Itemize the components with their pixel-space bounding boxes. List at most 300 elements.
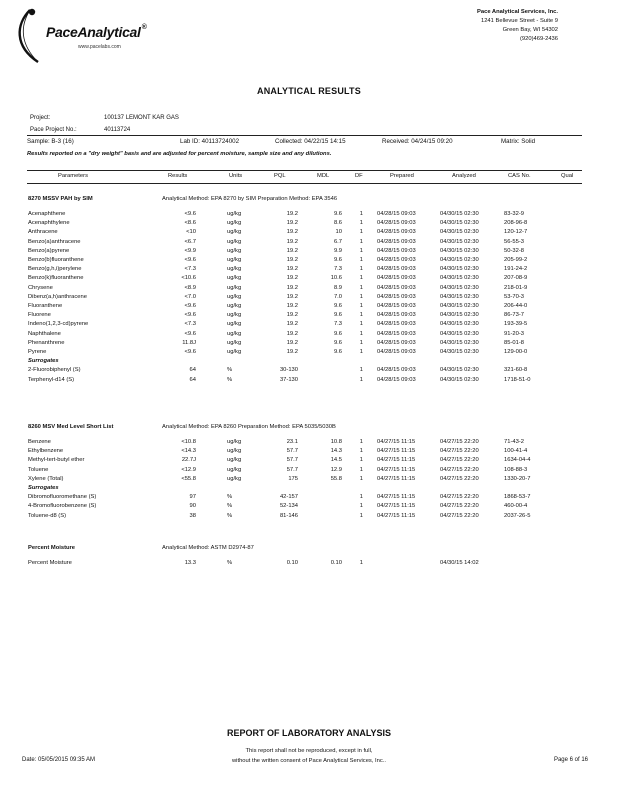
- table-row: [0, 257, 618, 266]
- cell-prepared: 04/28/15 09:03: [377, 220, 416, 227]
- table-row: [0, 448, 618, 457]
- cell-mdl: 10.6: [330, 275, 342, 282]
- page-number: Page 6 of 16: [553, 757, 588, 763]
- cell-pql: 19.2: [286, 312, 298, 319]
- cell-cas: 1718-51-0: [504, 376, 531, 383]
- cell-analyzed: 04/30/15 02:30: [440, 275, 479, 282]
- cell-cas: 86-73-7: [504, 312, 524, 319]
- cell-cas: 100-41-4: [504, 448, 528, 455]
- collected-date: Collected: 04/22/15 14:15: [275, 138, 346, 145]
- cell-name: Ethylbenzene: [28, 448, 64, 455]
- col-mdl: MDL: [317, 173, 330, 179]
- cell-name: Dibromofluoromethane (S): [28, 494, 97, 501]
- cell-cas: 191-24-2: [504, 266, 528, 273]
- col-analyzed: Analyzed: [452, 173, 476, 179]
- dry-weight-note: Results reported on a "dry weight" basis and are adjusted for percent moisture, sample size and any dilutions.: [27, 151, 332, 157]
- cell-df: 1: [359, 312, 363, 319]
- cell-units: ug/kg: [227, 257, 242, 263]
- project-info: [30, 112, 179, 136]
- cell-df: 1: [359, 229, 363, 236]
- table-row: [0, 229, 618, 238]
- cell-units: %: [227, 512, 233, 519]
- col-pql: PQL: [274, 173, 286, 179]
- cell-name: Toluene: [28, 466, 49, 473]
- cell-name: Xylene (Total): [28, 475, 64, 482]
- cell-mdl: 9.6: [333, 303, 342, 309]
- cell-analyzed: 04/30/15 02:30: [440, 312, 479, 319]
- cell-result: <9.6: [184, 349, 196, 355]
- cell-units: ug/kg: [227, 349, 242, 355]
- cell-cas: 83-32-9: [504, 211, 524, 217]
- cell-df: 1: [359, 293, 363, 300]
- table-row: [0, 340, 618, 349]
- table-row: [0, 377, 618, 386]
- cell-prepared: 04/27/15 11:15: [377, 512, 416, 519]
- section-method: Analytical Method: ASTM D2974-87: [162, 545, 254, 551]
- cell-mdl: 9.6: [333, 330, 342, 337]
- cell-analyzed: 04/30/15 02:30: [440, 247, 479, 254]
- cell-df: 1: [359, 257, 363, 263]
- cell-prepared: 04/28/15 09:03: [377, 211, 416, 217]
- cell-result: 13.3: [184, 560, 196, 566]
- project-label: Project:: [30, 115, 51, 121]
- cell-prepared: 04/27/15 11:15: [377, 457, 416, 464]
- divider: [27, 135, 582, 136]
- table-row: [0, 560, 618, 569]
- cell-df: 1: [359, 503, 363, 510]
- cell-df: 1: [359, 220, 363, 227]
- cell-units: ug/kg: [227, 220, 242, 227]
- cell-cas: 71-43-2: [504, 439, 524, 445]
- cell-analyzed: 04/30/15 02:30: [440, 284, 479, 291]
- cell-prepared: 04/28/15 09:03: [377, 312, 416, 319]
- col-results: Results: [168, 173, 188, 179]
- cell-pql: 19.2: [286, 293, 298, 300]
- cell-prepared: 04/28/15 09:03: [377, 303, 416, 309]
- cell-pql: 19.2: [286, 238, 298, 245]
- cell-analyzed: 04/30/15 02:30: [440, 376, 479, 383]
- table-row: [0, 220, 618, 229]
- table-row: [0, 331, 618, 340]
- cell-result: <14.3: [181, 448, 196, 455]
- project-value: 100137 LEMONT KAR GAS: [104, 115, 179, 121]
- cell-pql: 175: [288, 475, 298, 482]
- cell-result: <7.3: [184, 321, 196, 328]
- table-row: [0, 513, 618, 522]
- cell-units: %: [227, 560, 233, 566]
- matrix: Matrix: Solid: [501, 138, 536, 145]
- cell-mdl: 55.8: [330, 475, 342, 482]
- section-header: [0, 424, 618, 433]
- footer-title: REPORT OF LABORATORY ANALYSIS: [226, 728, 392, 738]
- cell-name: Benzo(g,h,i)perylene: [28, 266, 82, 273]
- cell-name: Benzo(a)anthracene: [28, 238, 81, 245]
- cell-pql: 19.2: [286, 275, 298, 282]
- cell-cas: 50-32-8: [504, 247, 524, 254]
- cell-cas: 218-01-9: [504, 284, 528, 291]
- cell-prepared: 04/28/15 09:03: [377, 275, 416, 282]
- cell-name: Surrogates: [28, 358, 59, 365]
- table-row: [0, 439, 618, 448]
- cell-df: 1: [359, 466, 363, 473]
- cell-pql: 0.10: [286, 560, 298, 566]
- cell-units: ug/kg: [227, 312, 242, 319]
- cell-units: ug/kg: [227, 439, 242, 445]
- pace-project-value: 40113724: [104, 127, 131, 133]
- cell-units: ug/kg: [227, 266, 242, 273]
- cell-prepared: 04/27/15 11:15: [377, 475, 416, 482]
- table-row: [0, 211, 618, 220]
- cell-pql: 30-130: [279, 367, 298, 374]
- cell-prepared: 04/27/15 11:15: [377, 466, 416, 473]
- table-row: [0, 285, 618, 294]
- cell-prepared: 04/28/15 09:03: [377, 321, 416, 328]
- cell-units: ug/kg: [227, 238, 242, 245]
- cell-analyzed: 04/30/15 02:30: [440, 220, 479, 227]
- cell-pql: 19.2: [286, 303, 298, 309]
- footer-note-line-2: without the written consent of Pace Analytical Services, Inc..: [231, 758, 387, 764]
- section-header: [0, 196, 618, 205]
- cell-pql: 42-157: [279, 494, 298, 501]
- cell-name: Acenaphthene: [28, 211, 66, 217]
- pace-project-label: Pace Project No.:: [30, 127, 77, 133]
- cell-cas: 85-01-8: [504, 339, 524, 346]
- cell-units: ug/kg: [227, 303, 242, 309]
- cell-cas: 193-39-5: [504, 321, 528, 328]
- cell-prepared: 04/28/15 09:03: [377, 247, 416, 254]
- cell-units: ug/kg: [227, 211, 242, 217]
- cell-cas: 91-20-3: [504, 330, 524, 337]
- cell-name: Benzo(a)pyrene: [28, 247, 70, 254]
- cell-mdl: 9.6: [333, 349, 342, 355]
- cell-mdl: 9.6: [333, 312, 342, 319]
- col-cas: CAS No.: [508, 173, 531, 179]
- cell-df: 1: [359, 448, 363, 455]
- cell-df: 1: [359, 330, 363, 337]
- cell-prepared: 04/28/15 09:03: [377, 376, 416, 383]
- divider: [27, 170, 582, 171]
- cell-mdl: 14.5: [330, 457, 342, 464]
- cell-units: ug/kg: [227, 229, 242, 236]
- cell-units: ug/kg: [227, 321, 242, 328]
- cell-cas: 1868-53-7: [504, 494, 531, 501]
- cell-result: <9.6: [184, 312, 196, 319]
- cell-df: 1: [359, 439, 363, 445]
- cell-analyzed: 04/30/15 14:02: [440, 560, 479, 566]
- cell-result: <12.9: [181, 466, 196, 473]
- cell-pql: 52-134: [279, 503, 298, 510]
- cell-cas: 53-70-3: [504, 293, 524, 300]
- cell-result: 64: [189, 376, 196, 383]
- company-phone: (920)469-2436: [519, 36, 558, 42]
- cell-df: 1: [359, 211, 363, 217]
- cell-result: 97: [189, 494, 196, 501]
- cell-name: Phenanthrene: [28, 339, 65, 346]
- cell-mdl: 9.9: [333, 247, 342, 254]
- cell-name: 2-Fluorobiphenyl (S): [28, 367, 81, 374]
- cell-units: ug/kg: [227, 275, 242, 282]
- cell-pql: 57.7: [286, 448, 298, 455]
- cell-df: 1: [359, 457, 363, 464]
- company-address-block: [477, 8, 558, 44]
- table-row: [0, 476, 618, 485]
- cell-result: <7.0: [184, 293, 196, 300]
- section-method: Analytical Method: EPA 8270 by SIM Preparation Method: EPA 3546: [162, 196, 338, 202]
- lab-id: Lab ID: 40113724002: [180, 138, 240, 145]
- cell-units: ug/kg: [227, 339, 242, 346]
- cell-mdl: 7.3: [333, 266, 342, 273]
- cell-mdl: 14.3: [330, 448, 342, 455]
- cell-name: Indeno(1,2,3-cd)pyrene: [28, 321, 89, 328]
- cell-prepared: 04/28/15 09:03: [377, 349, 416, 355]
- cell-pql: 19.2: [286, 339, 298, 346]
- cell-analyzed: 04/30/15 02:30: [440, 211, 479, 217]
- cell-prepared: 04/28/15 09:03: [377, 238, 416, 245]
- cell-pql: 81-146: [279, 512, 298, 519]
- cell-result: <6.7: [184, 238, 196, 245]
- cell-prepared: 04/28/15 09:03: [377, 229, 416, 236]
- cell-analyzed: 04/30/15 02:30: [440, 303, 479, 309]
- cell-name: Benzo(k)fluoranthene: [28, 275, 84, 282]
- cell-units: ug/kg: [227, 247, 242, 254]
- cell-cas: 108-88-3: [504, 466, 528, 473]
- cell-units: ug/kg: [227, 475, 242, 482]
- cell-result: <10.8: [181, 439, 196, 445]
- cell-result: <55.8: [181, 475, 196, 482]
- cell-df: 1: [359, 475, 363, 482]
- cell-mdl: 9.6: [333, 257, 342, 263]
- cell-cas: 56-55-3: [504, 238, 524, 245]
- cell-name: Surrogates: [28, 485, 59, 491]
- cell-analyzed: 04/27/15 22:20: [440, 494, 479, 501]
- cell-mdl: 6.7: [333, 238, 342, 245]
- cell-pql: 57.7: [286, 466, 298, 473]
- col-units: Units: [229, 173, 243, 179]
- surrogates-label-row: [0, 485, 618, 494]
- cell-df: 1: [359, 349, 363, 355]
- cell-name: Acenaphthylene: [28, 220, 70, 227]
- cell-df: 1: [359, 376, 363, 383]
- cell-analyzed: 04/30/15 02:30: [440, 349, 479, 355]
- cell-result: <9.6: [184, 303, 196, 309]
- cell-df: 1: [359, 266, 363, 273]
- cell-prepared: 04/27/15 11:15: [377, 494, 416, 501]
- cell-df: 1: [359, 560, 363, 566]
- page-title: ANALYTICAL RESULTS: [257, 86, 361, 96]
- company-address-line-2: Green Bay, WI 54302: [502, 27, 558, 33]
- col-qual: Qual: [561, 173, 574, 179]
- table-row: [0, 467, 618, 476]
- cell-mdl: 7.0: [333, 293, 342, 300]
- cell-result: <10.6: [181, 275, 196, 282]
- cell-df: 1: [359, 339, 363, 346]
- cell-result: <7.3: [184, 266, 196, 273]
- cell-pql: 19.2: [286, 321, 298, 328]
- cell-name: Fluorene: [28, 312, 51, 319]
- cell-name: Benzo(b)fluoranthene: [28, 257, 84, 263]
- cell-prepared: 04/28/15 09:03: [377, 257, 416, 263]
- cell-df: 1: [359, 303, 363, 309]
- cell-analyzed: 04/30/15 02:30: [440, 339, 479, 346]
- table-row: [0, 349, 618, 358]
- cell-pql: 37-130: [279, 376, 298, 383]
- table-row: [0, 503, 618, 512]
- cell-mdl: 8.6: [333, 220, 342, 227]
- cell-analyzed: 04/30/15 02:30: [440, 238, 479, 245]
- cell-name: 4-Bromofluorobenzene (S): [28, 503, 97, 510]
- cell-mdl: 7.3: [333, 321, 342, 328]
- report-date: Date: 05/05/2015 09:35 AM: [22, 757, 96, 763]
- cell-analyzed: 04/30/15 02:30: [440, 321, 479, 328]
- cell-analyzed: 04/27/15 22:20: [440, 439, 479, 445]
- section-name: 8270 MSSV PAH by SIM: [28, 196, 93, 202]
- cell-analyzed: 04/30/15 02:30: [440, 293, 479, 300]
- table-row: [0, 266, 618, 275]
- sample-id: Sample: B-3 (16): [27, 138, 74, 145]
- cell-cas: 120-12-7: [504, 229, 528, 236]
- cell-analyzed: 04/27/15 22:20: [440, 475, 479, 482]
- cell-mdl: 9.6: [333, 211, 342, 217]
- section-method: Analytical Method: EPA 8260 Preparation Method: EPA 5035/5030B: [162, 424, 336, 430]
- cell-prepared: 04/27/15 11:15: [377, 439, 416, 445]
- cell-prepared: 04/28/15 09:03: [377, 293, 416, 300]
- cell-result: <9.6: [184, 330, 196, 337]
- company-name: Pace Analytical Services, Inc.: [477, 9, 558, 15]
- table-row: [0, 239, 618, 248]
- cell-df: 1: [359, 512, 363, 519]
- surrogates-label-row: [0, 358, 618, 367]
- cell-name: Benzene: [28, 439, 51, 445]
- cell-prepared: 04/27/15 11:15: [377, 503, 416, 510]
- cell-analyzed: 04/27/15 22:20: [440, 466, 479, 473]
- cell-mdl: 10.8: [330, 439, 342, 445]
- table-row: [0, 494, 618, 503]
- cell-pql: 19.2: [286, 349, 298, 355]
- cell-units: ug/kg: [227, 284, 242, 291]
- cell-name: Fluoranthene: [28, 303, 63, 309]
- section-header: [0, 545, 618, 554]
- col-prepared: Prepared: [390, 173, 414, 179]
- pace-website: www.pacelabs.com: [78, 44, 121, 50]
- col-df: DF: [355, 173, 363, 179]
- cell-prepared: 04/28/15 09:03: [377, 330, 416, 337]
- table-row: [0, 312, 618, 321]
- cell-name: Dibenz(a,h)anthracene: [28, 293, 87, 300]
- cell-analyzed: 04/30/15 02:30: [440, 266, 479, 273]
- cell-cas: 1634-04-4: [504, 457, 531, 464]
- cell-df: 1: [359, 238, 363, 245]
- cell-mdl: 10: [335, 229, 342, 236]
- cell-pql: 19.2: [286, 211, 298, 217]
- cell-pql: 57.7: [286, 457, 298, 464]
- company-address-line-1: 1241 Bellevue Street - Suite 9: [480, 18, 558, 24]
- divider: [27, 183, 582, 184]
- cell-df: 1: [359, 494, 363, 501]
- cell-name: Methyl-tert-butyl ether: [28, 457, 85, 464]
- cell-units: ug/kg: [227, 330, 242, 337]
- cell-cas: 207-08-9: [504, 275, 528, 282]
- cell-result: <8.9: [184, 284, 196, 291]
- cell-name: Percent Moisture: [28, 560, 72, 566]
- table-row: [0, 294, 618, 303]
- cell-cas: 2037-26-5: [504, 512, 531, 519]
- cell-pql: 19.2: [286, 247, 298, 254]
- table-row: [0, 321, 618, 330]
- cell-result: 11.8J: [182, 339, 196, 346]
- cell-analyzed: 04/27/15 22:20: [440, 448, 479, 455]
- cell-result: <9.9: [184, 247, 196, 254]
- section-name: Percent Moisture: [28, 545, 76, 551]
- cell-cas: 1330-20-7: [504, 475, 531, 482]
- cell-prepared: 04/28/15 09:03: [377, 284, 416, 291]
- cell-df: 1: [359, 284, 363, 291]
- cell-analyzed: 04/30/15 02:30: [440, 229, 479, 236]
- cell-pql: 19.2: [286, 220, 298, 227]
- cell-mdl: 8.9: [333, 284, 342, 291]
- pace-logo: PaceAnalytical®: [46, 24, 147, 40]
- cell-pql: 19.2: [286, 284, 298, 291]
- cell-units: %: [227, 503, 233, 510]
- table-row: [0, 248, 618, 257]
- cell-prepared: 04/28/15 09:03: [377, 367, 416, 374]
- cell-df: 1: [359, 321, 363, 328]
- cell-cas: 208-96-8: [504, 220, 528, 227]
- cell-pql: 19.2: [286, 266, 298, 273]
- cell-analyzed: 04/27/15 22:20: [440, 512, 479, 519]
- cell-analyzed: 04/30/15 02:30: [440, 330, 479, 337]
- cell-prepared: 04/27/15 11:15: [377, 448, 416, 455]
- cell-analyzed: 04/27/15 22:20: [440, 457, 479, 464]
- cell-analyzed: 04/30/15 02:30: [440, 257, 479, 263]
- cell-cas: 206-44-0: [504, 303, 528, 309]
- footer-note-line-1: This report shall not be reproduced, except in full,: [245, 748, 373, 754]
- cell-pql: 19.2: [286, 229, 298, 236]
- table-row: [0, 275, 618, 284]
- cell-result: <10: [186, 229, 196, 236]
- cell-units: %: [227, 494, 233, 501]
- cell-mdl: 0.10: [330, 560, 342, 566]
- received-date: Received: 04/24/15 09:20: [382, 138, 453, 145]
- cell-units: ug/kg: [227, 466, 242, 473]
- cell-result: 38: [189, 512, 196, 519]
- cell-name: Anthracene: [28, 229, 58, 236]
- cell-result: 90: [189, 503, 196, 510]
- section-name: 8260 MSV Med Level Short List: [28, 424, 114, 430]
- cell-units: %: [227, 367, 233, 374]
- cell-prepared: 04/28/15 09:03: [377, 339, 416, 346]
- cell-result: <9.6: [184, 211, 196, 217]
- cell-analyzed: 04/27/15 22:20: [440, 503, 479, 510]
- cell-cas: 460-00-4: [504, 503, 528, 510]
- cell-units: %: [227, 376, 233, 383]
- cell-units: ug/kg: [227, 448, 242, 455]
- cell-result: 64: [189, 367, 196, 374]
- cell-result: <8.6: [184, 220, 196, 227]
- cell-result: <9.6: [184, 257, 196, 263]
- cell-cas: 205-99-2: [504, 257, 528, 263]
- table-row: [0, 367, 618, 376]
- cell-name: Terphenyl-d14 (S): [28, 376, 75, 383]
- cell-cas: 321-60-8: [504, 367, 528, 374]
- cell-name: Chrysene: [28, 284, 53, 291]
- cell-df: 1: [359, 367, 363, 374]
- cell-df: 1: [359, 275, 363, 282]
- cell-df: 1: [359, 247, 363, 254]
- cell-name: Toluene-d8 (S): [28, 512, 67, 519]
- cell-pql: 19.2: [286, 257, 298, 263]
- cell-analyzed: 04/30/15 02:30: [440, 367, 479, 374]
- col-parameters: Parameters: [58, 173, 88, 179]
